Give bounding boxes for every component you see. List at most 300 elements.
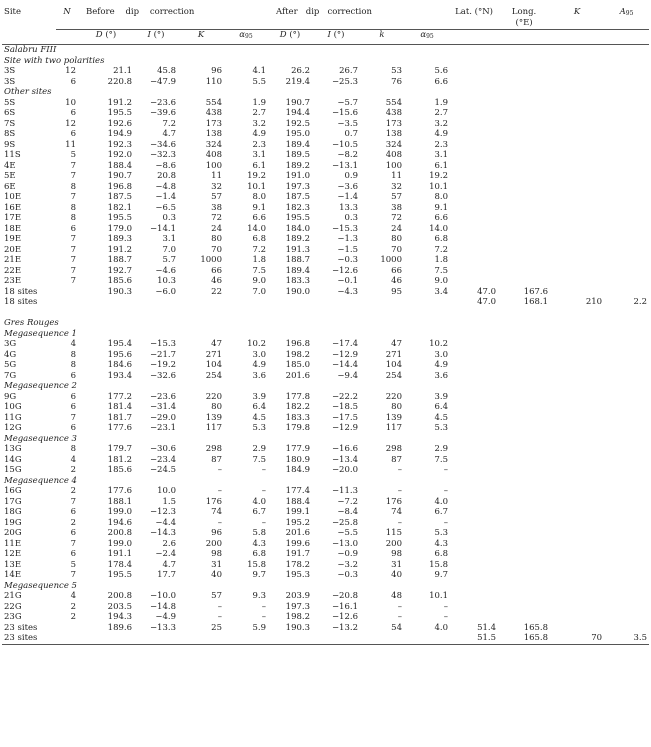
cell-k-before: 72 (211, 213, 222, 223)
cell-k-after: – (397, 612, 402, 622)
cell-i-before: 4.7 (162, 129, 176, 139)
cell-n (56, 633, 78, 644)
cell-d-before (78, 633, 134, 644)
cell-k-before: – (217, 465, 222, 475)
table-row (2, 98, 649, 109)
cell-d-after: 180.9 (285, 454, 310, 465)
cell-a95-after: 9.7 (434, 570, 449, 580)
cell-a95-pole (604, 371, 649, 382)
cell-n: 6 (70, 528, 76, 538)
cell-site: 17G (4, 496, 22, 507)
cell-site: 23G (4, 612, 22, 622)
cell-n: 11 (65, 139, 76, 150)
cell-lat (450, 455, 498, 466)
summary-row (2, 297, 649, 308)
cell-k-before: 104 (205, 360, 222, 370)
cell-k-pole (550, 350, 604, 361)
cell-i-after: −5.7 (337, 97, 358, 108)
cell-k-pole (550, 287, 604, 298)
cell-long (498, 518, 550, 529)
cell-d-before: 220.8 (107, 76, 132, 87)
cell-a95-pole (604, 129, 649, 140)
cell-k-pole: 210 (585, 297, 603, 307)
cell-a95-after: 4.5 (434, 412, 449, 423)
cell-a95-after: 15.8 (429, 559, 449, 570)
cell-d-before: 184.6 (107, 360, 132, 370)
cell-a95-after: 14.0 (429, 223, 449, 234)
cell-i-before: 4.7 (162, 559, 176, 570)
table-row (2, 182, 649, 193)
cell-a95-after: – (443, 465, 449, 475)
cell-n: 8 (70, 213, 76, 223)
cell-d-before: 181.7 (107, 412, 132, 423)
cell-a95-pole (604, 182, 649, 193)
table-row (2, 560, 649, 571)
cell-a95-after: 3.2 (434, 118, 449, 129)
cell-long (498, 203, 550, 214)
cell-n: 7 (70, 570, 76, 580)
cell-i-before: −2.4 (155, 549, 176, 559)
cell-d-before: 199.0 (107, 538, 132, 549)
cell-i-after: −8.4 (337, 507, 358, 517)
subheader-a95-before-letter: α (239, 30, 246, 40)
subheader-K-blank (550, 30, 604, 45)
cell-site: 13E (4, 559, 22, 570)
cell-d-before: 192.3 (107, 139, 132, 150)
cell-n: 4 (70, 454, 76, 465)
cell-k-after: 438 (385, 108, 402, 118)
cell-i-after: −1.5 (337, 244, 358, 255)
header-before-dip-correction: Before dip correction (78, 5, 268, 30)
cell-d-after: 198.2 (285, 612, 310, 622)
cell-lat (450, 423, 498, 434)
cell-n: 6 (70, 549, 76, 559)
cell-k-after: 324 (385, 139, 402, 150)
table-row (2, 339, 649, 350)
cell-a95-after: 6.6 (434, 76, 449, 87)
cell-a95-pole (604, 234, 649, 245)
cell-lat (450, 507, 498, 518)
cell-k-before: 138 (205, 129, 222, 139)
cell-i-after: −13.1 (331, 160, 358, 171)
cell-a95-before: – (261, 612, 266, 622)
cell-d-after: 195.3 (285, 570, 310, 580)
cell-site: 12G (4, 423, 22, 433)
cell-d-after: 182.3 (285, 202, 310, 213)
cell-a95-before: 9.3 (252, 591, 266, 601)
cell-k-after (360, 633, 404, 644)
cell-n: 7 (70, 244, 76, 255)
cell-site: 17E (4, 213, 22, 223)
subheader-I-after-unit: (°) (333, 30, 345, 40)
cell-i-after: 0.7 (344, 129, 358, 139)
subheader-I-before-letter: I (147, 30, 151, 40)
cell-k-after: 72 (391, 213, 402, 223)
cell-d-before: 182.1 (107, 202, 132, 213)
table-row (2, 465, 649, 476)
cell-k-after: 11 (391, 171, 402, 181)
cell-k-after: 47 (391, 339, 402, 349)
cell-long (498, 77, 550, 88)
cell-long (498, 549, 550, 560)
cell-site: 3S (4, 76, 16, 87)
table-row (2, 66, 649, 77)
subheader-long-blank (498, 30, 550, 45)
cell-a95-after: 7.5 (434, 265, 449, 276)
cell-long (498, 371, 550, 382)
cell-a95-before: 3.2 (252, 118, 266, 129)
cell-long (498, 444, 550, 455)
cell-n: 12 (65, 66, 76, 76)
cell-i-after: −14.4 (331, 360, 358, 370)
cell-a95-after: 5.3 (434, 423, 449, 433)
cell-long (498, 234, 550, 245)
cell-n: 7 (70, 496, 76, 507)
table-row (2, 444, 649, 455)
subheader-I-after (312, 30, 360, 45)
cell-n: 7 (70, 234, 76, 244)
table-row (2, 423, 649, 434)
cell-k-before: 31 (211, 559, 222, 570)
table-row (2, 612, 649, 623)
cell-site: 18E (4, 223, 22, 234)
cell-i-after: −15.3 (331, 223, 358, 234)
cell-d-before: 194.6 (107, 517, 132, 528)
cell-a95-before: 3.9 (252, 391, 266, 402)
cell-site: 21E (4, 255, 22, 265)
cell-k-pole (550, 98, 604, 109)
cell-site: 19E (4, 234, 22, 244)
cell-k-before: 96 (211, 528, 222, 538)
cell-i-before: −19.2 (149, 360, 176, 370)
subheader-D-after-unit: (°) (289, 30, 301, 40)
cell-d-before: 188.1 (107, 496, 132, 507)
cell-lat (450, 161, 498, 172)
cell-k-after: 76 (391, 76, 402, 87)
cell-n: 4 (70, 339, 76, 349)
cell-k-after: – (397, 486, 402, 496)
table-row (2, 245, 649, 256)
cell-d-after: 191.7 (285, 549, 310, 559)
cell-k-pole (550, 360, 604, 371)
cell-i-after: −13.0 (331, 538, 358, 549)
cell-site: 5S (4, 97, 16, 108)
section-header-row (2, 45, 649, 56)
cell-a95-after: 2.7 (434, 108, 449, 118)
table-row (2, 129, 649, 140)
cell-a95-before: 6.8 (252, 234, 266, 244)
cell-i-after: −0.3 (337, 255, 358, 265)
cell-i-before: 0.3 (162, 213, 176, 223)
header-site-blank (2, 30, 56, 45)
cell-k-pole (550, 486, 604, 497)
cell-long (498, 224, 550, 235)
cell-i-after: −25.8 (331, 517, 358, 528)
cell-i-after: −0.9 (337, 549, 358, 559)
cell-long: 165.8 (523, 622, 549, 633)
cell-a95-before: – (261, 486, 266, 496)
cell-long (498, 150, 550, 161)
cell-d-after: 184.9 (285, 465, 310, 475)
cell-n: 8 (70, 349, 76, 360)
cell-i-after: −20.0 (331, 465, 358, 475)
cell-k-pole (550, 528, 604, 539)
cell-d-before: 200.8 (107, 591, 132, 601)
table-row (2, 402, 649, 413)
cell-a95-after: 10.1 (429, 181, 449, 192)
cell-lat (450, 539, 498, 550)
cell-a95-before: – (261, 465, 266, 475)
cell-n: 2 (70, 465, 76, 475)
cell-k-after: 1000 (380, 255, 402, 265)
cell-i-after: −0.3 (337, 570, 358, 580)
cell-lat (450, 570, 498, 581)
cell-i-before: −32.3 (149, 150, 176, 160)
cell-a95-pole (604, 276, 649, 287)
cell-n: 4 (70, 591, 76, 601)
cell-a95-after: 1.8 (434, 255, 449, 265)
cell-k-after: 115 (385, 528, 402, 538)
cell-lat (450, 612, 498, 623)
cell-lat (450, 371, 498, 382)
cell-n: 8 (70, 181, 76, 192)
cell-k-after: 54 (391, 622, 402, 633)
cell-a95-pole (604, 108, 649, 119)
cell-k-before: 96 (211, 66, 222, 76)
cell-d-after: 189.4 (285, 139, 310, 150)
cell-n: 7 (70, 160, 76, 171)
cell-a95-pole (604, 98, 649, 109)
cell-a95-before: 5.9 (252, 622, 266, 633)
cell-i-after: −25.3 (331, 76, 358, 87)
subheader-a95-before (224, 30, 268, 45)
cell-a95-after: 3.6 (434, 370, 449, 381)
cell-long (498, 245, 550, 256)
cell-n: 6 (70, 402, 76, 412)
cell-a95-pole (604, 350, 649, 361)
cell-long (498, 66, 550, 77)
cell-a95-pole (604, 171, 649, 182)
cell-k-before: 176 (205, 496, 222, 507)
cell-long (498, 161, 550, 172)
cell-k-after: – (397, 465, 402, 475)
cell-i-before: −6.5 (155, 202, 176, 213)
cell-long (498, 402, 550, 413)
cell-k-after: – (397, 517, 402, 528)
cell-k-after: 46 (391, 276, 402, 286)
cell-i-before: −6.0 (155, 286, 176, 297)
cell-d-before: 199.0 (107, 507, 132, 517)
cell-k-before: 57 (211, 192, 222, 202)
cell-i-before: 7.2 (162, 118, 176, 129)
cell-d-before: 192.7 (107, 265, 132, 276)
section-label: Salabru FIII (4, 45, 57, 55)
cell-a95-before: 4.1 (252, 66, 266, 76)
cell-d-before: 195.4 (107, 339, 132, 349)
cell-a95-pole (604, 66, 649, 77)
cell-d-before: 181.4 (107, 402, 132, 412)
cell-a95-pole (604, 497, 649, 508)
cell-k-after: 138 (385, 129, 402, 139)
cell-a95-after: 2.3 (434, 139, 449, 150)
cell-long (498, 339, 550, 350)
cell-k-pole (550, 518, 604, 529)
table-row (2, 371, 649, 382)
cell-i-after: −20.8 (331, 591, 358, 601)
cell-i-after: −9.4 (337, 370, 358, 381)
cell-site: 14G (4, 454, 22, 465)
cell-k-pole (550, 255, 604, 266)
cell-lat (450, 192, 498, 203)
cell-k-after: 53 (391, 66, 402, 76)
cell-d-after: 190.0 (285, 286, 310, 297)
cell-i-before: −1.4 (155, 192, 176, 202)
table-row (2, 549, 649, 560)
cell-i-after: −4.3 (337, 286, 358, 297)
cell-i-after: −3.2 (337, 559, 358, 570)
header-A95-letter: A (619, 7, 626, 17)
cell-site: 18 sites (4, 297, 38, 307)
cell-d-after: 185.0 (285, 360, 310, 370)
cell-d-after: 219.4 (285, 76, 310, 87)
cell-i-after: −13.4 (331, 454, 358, 465)
cell-d-before: 189.3 (107, 234, 132, 244)
cell-a95-after: 6.7 (434, 507, 449, 517)
cell-i-before: −32.6 (149, 370, 176, 381)
subheader-I-after-letter: I (327, 30, 331, 40)
section-header-row (2, 87, 649, 98)
cell-long (498, 602, 550, 613)
cell-k-pole (550, 77, 604, 88)
cell-long (498, 455, 550, 466)
cell-d-after: 177.9 (285, 444, 310, 454)
cell-i-before: 45.8 (157, 66, 176, 76)
cell-long: 168.1 (523, 297, 549, 307)
cell-k-before: – (217, 612, 222, 622)
cell-lat (450, 465, 498, 476)
table-row (2, 161, 649, 172)
cell-a95-pole (604, 287, 649, 298)
cell-d-after: 199.1 (285, 507, 310, 517)
cell-d-after: 182.2 (285, 402, 310, 412)
cell-d-before: 195.5 (107, 570, 132, 580)
cell-a95-before: 14.0 (247, 223, 266, 234)
cell-a95-pole (604, 612, 649, 623)
cell-a95-before: 4.3 (252, 538, 266, 549)
cell-lat (450, 602, 498, 613)
cell-k-pole (550, 539, 604, 550)
cell-k-pole (550, 560, 604, 571)
cell-a95-after: 19.2 (429, 171, 449, 181)
cell-a95-before: 7.2 (252, 244, 266, 255)
cell-long (498, 560, 550, 571)
cell-a95-pole (604, 203, 649, 214)
cell-i-after: −15.6 (331, 108, 358, 118)
cell-a95-pole (604, 539, 649, 550)
cell-lat (450, 108, 498, 119)
table-row (2, 497, 649, 508)
cell-lat (450, 339, 498, 350)
cell-d-before: 21.1 (113, 66, 132, 76)
cell-k-after: 220 (385, 391, 402, 402)
cell-d-before (78, 297, 134, 308)
cell-k-after: 95 (391, 286, 402, 297)
cell-n: 10 (65, 97, 76, 108)
cell-a95-after: 2.9 (434, 444, 449, 454)
cell-long (498, 612, 550, 623)
cell-k-before: 38 (211, 202, 222, 213)
cell-n: 2 (70, 517, 76, 528)
cell-a95-pole (604, 570, 649, 581)
cell-d-after: 178.2 (285, 559, 310, 570)
cell-d-after: 183.3 (285, 412, 310, 423)
cell-lat (450, 497, 498, 508)
cell-d-after: 188.7 (285, 255, 310, 265)
cell-long (498, 276, 550, 287)
cell-i-after: −3.6 (337, 181, 358, 192)
cell-d-before: 177.6 (107, 423, 132, 433)
cell-n: 7 (70, 276, 76, 286)
cell-lat (450, 413, 498, 424)
cell-i-before (134, 633, 178, 644)
cell-i-after: −3.5 (337, 118, 358, 129)
cell-site: 7S (4, 118, 16, 129)
cell-k-pole (550, 276, 604, 287)
section-label: Site with two polarities (4, 55, 105, 66)
cell-long (498, 539, 550, 550)
cell-d-after: 198.2 (285, 349, 310, 360)
cell-k-before: – (217, 601, 222, 612)
cell-long (498, 266, 550, 277)
cell-k-pole (550, 570, 604, 581)
cell-a95-pole (604, 507, 649, 518)
cell-d-before: 189.6 (107, 622, 132, 633)
cell-a95-before: 5.8 (252, 528, 266, 538)
cell-a95-after: 6.1 (434, 160, 449, 171)
cell-n: 5 (70, 150, 76, 160)
cell-a95-pole (604, 402, 649, 413)
header-A95-pole (604, 5, 649, 30)
cell-d-after: 189.2 (285, 234, 310, 244)
cell-a95-before: 8.0 (252, 192, 266, 202)
cell-long (498, 528, 550, 539)
cell-d-after: 191.0 (285, 171, 310, 181)
cell-i-after: −16.1 (331, 601, 358, 612)
cell-k-after: 74 (391, 507, 402, 517)
cell-site: 7G (4, 370, 17, 381)
cell-d-before: 178.4 (107, 559, 132, 570)
table-row (2, 192, 649, 203)
cell-k-before: 25 (211, 622, 222, 633)
cell-a95-after: 6.8 (434, 234, 449, 244)
cell-d-before: 200.8 (107, 528, 132, 538)
cell-a95-before: 4.5 (252, 412, 266, 423)
subheader-D-before (78, 30, 134, 45)
cell-i-before: −30.6 (149, 444, 176, 454)
cell-k-before: 24 (211, 223, 222, 234)
cell-lat (450, 245, 498, 256)
table-header (2, 5, 649, 45)
cell-lat (450, 203, 498, 214)
cell-d-after: 189.5 (285, 150, 310, 160)
cell-k-pole (550, 612, 604, 623)
table-row (2, 528, 649, 539)
cell-a95-after: 1.9 (434, 97, 449, 108)
cell-d-before: 190.7 (107, 171, 132, 181)
cell-site: 23 sites (2, 633, 56, 644)
subheader-A95-blank (604, 30, 649, 45)
cell-n: 8 (70, 444, 76, 454)
